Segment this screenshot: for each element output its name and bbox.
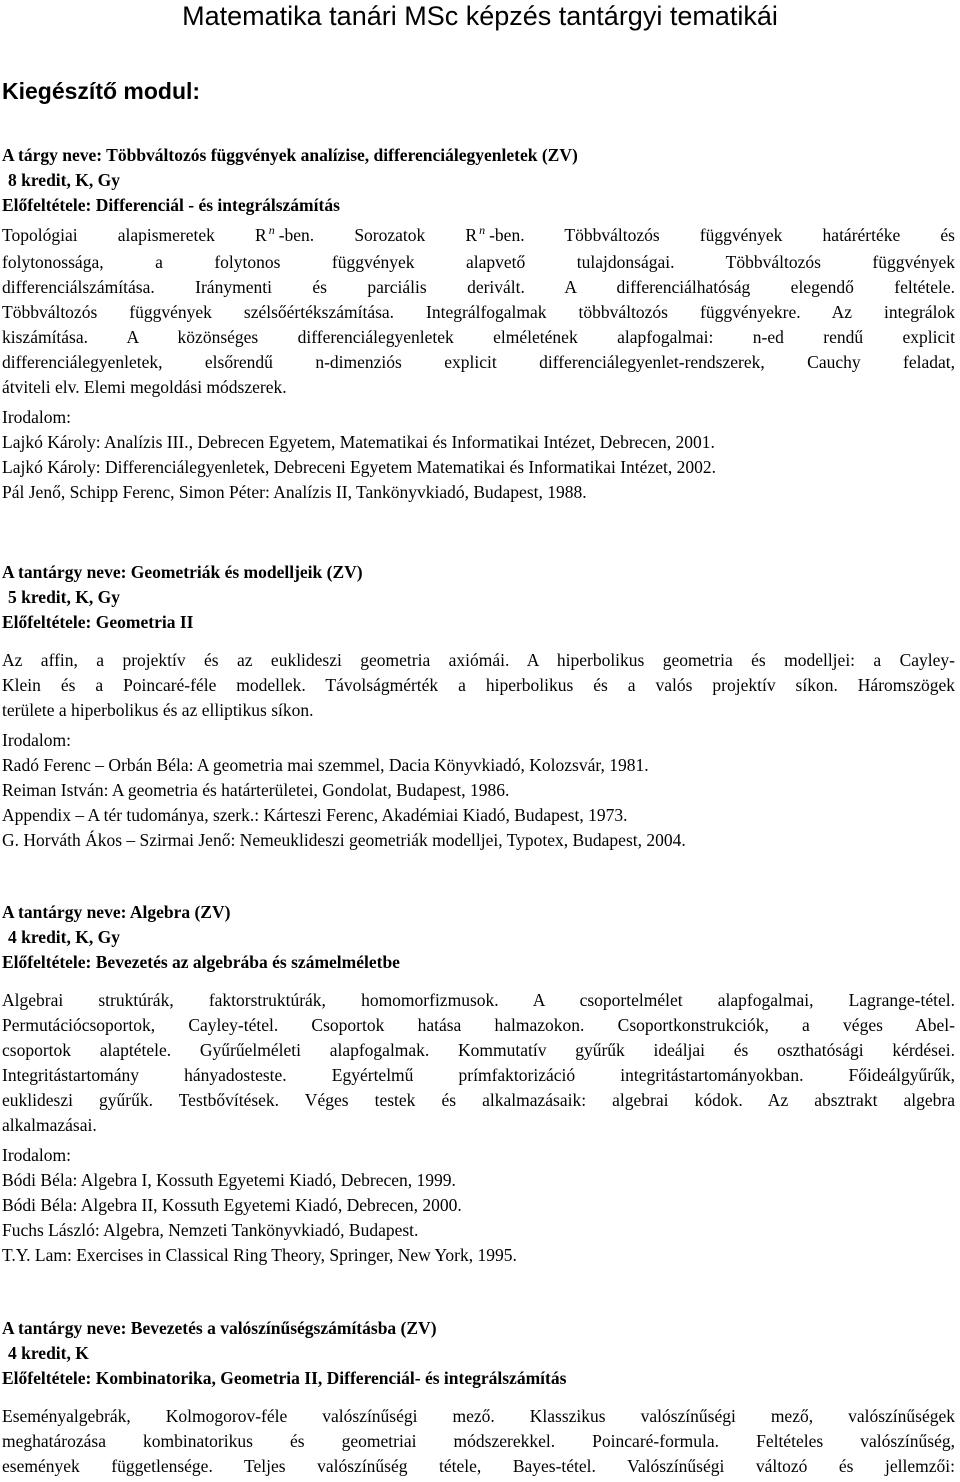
description-line: alkalmazásai. [2, 1115, 97, 1135]
course-section [2, 143, 955, 505]
module-heading: Kiegészítő modul: [2, 78, 201, 104]
description-line: átviteli elv. Elemi megoldási módszerek. [2, 377, 287, 397]
description-line: Permutációcsoportok, Cayley-tétel. Csoportok hatása halmazokon. Csoportkonstrukciók, a véges Abel- [2, 1015, 955, 1035]
literature-item: Bódi Béla: Algebra II, Kossuth Egyetemi Kiadó, Debrecen, 2000. [2, 1195, 462, 1215]
literature-item: Appendix – A tér tudománya, szerk.: Kárteszi Ferenc, Akadémiai Kiadó, Budapest, 1973. [2, 805, 628, 825]
course-description [2, 1404, 955, 1479]
course-header [2, 143, 955, 218]
description-line: folytonossága, a folytonos függvények alapvető tulajdonságai. Többváltozós függvények [2, 252, 955, 272]
course-name: A tantárgy neve: Algebra (ZV) [2, 902, 231, 922]
description-line: területe a hiperbolikus és az elliptikus síkon. [2, 700, 314, 720]
description-line: Az affin, a projektív és az euklideszi geometria axiómái. A hiperbolikus geometria és modelljei: a Cayley- [2, 650, 955, 670]
course-description [2, 988, 955, 1138]
course-prerequisite: Előfeltétele: Bevezetés az algebrába és számelméletbe [2, 952, 400, 972]
description-line: Algebrai struktúrák, faktorstruktúrák, homomorfizmusok. A csoportelmélet alapfogalmai, Lagrange-tétel. [2, 990, 955, 1010]
course-prerequisite: Előfeltétele: Differenciál - és integrálszámítás [2, 195, 340, 215]
course-section [2, 1316, 955, 1479]
description-line: differenciálszámítása. Iránymenti és parciális derivált. A differenciálhatóság elegendő feltétele. [2, 277, 955, 297]
course-header [2, 1316, 955, 1391]
course-credits: 5 kredit, K, Gy [8, 587, 120, 607]
literature-item: T.Y. Lam: Exercises in Classical Ring Theory, Springer, New York, 1995. [2, 1245, 517, 1265]
description-line: differenciálegyenletek, elsőrendű n-dimenziós explicit differenciálegyenlet-rendszerek, Cauchy feladat, [2, 352, 955, 372]
literature-item: G. Horváth Ákos – Szirmai Jenő: Nemeuklideszi geometriák modelljei, Typotex, Budapest, 2004. [2, 830, 686, 850]
literature-label: Irodalom: [2, 1145, 72, 1165]
literature-item: Lajkó Károly: Analízis III., Debrecen Egyetem, Matematikai és Informatikai Intézet, Debrecen, 2001. [2, 432, 715, 452]
course-credits: 4 kredit, K [8, 1343, 89, 1363]
description-line: Eseményalgebrák, Kolmogorov-féle valószínűségi mező. Klasszikus valószínűségi mező, valószínűségek [2, 1406, 955, 1426]
course-credits: 4 kredit, K, Gy [8, 927, 120, 947]
description-line: euklideszi gyűrűk. Testbővítések. Véges testek és alkalmazásaik: algebrai kódok. Az absztrakt algebra [2, 1090, 955, 1110]
course-name: A tantárgy neve: Geometriák és modelljeik (ZV) [2, 562, 363, 582]
description-text: -ben. Sorozatok R [278, 225, 478, 245]
description-text: Topológiai alapismeretek R [2, 225, 267, 245]
description-line: meghatározása kombinatorikus és geometriai módszerekkel. Poincaré-formula. Feltételes valószínűség, [2, 1431, 955, 1451]
literature-item: Fuchs László: Algebra, Nemzeti Tankönyvkiadó, Budapest. [2, 1220, 419, 1240]
literature-item: Pál Jenő, Schipp Ferenc, Simon Péter: Analízis II, Tankönyvkiadó, Budapest, 1988. [2, 482, 587, 502]
description-line: csoportok alaptétele. Gyűrűelméleti alapfogalmak. Kommutatív gyűrűk ideáljai és oszthatósági kérdései. [2, 1040, 955, 1060]
course-header [2, 560, 955, 635]
literature-label: Irodalom: [2, 407, 72, 427]
description-line: Integritástartomány hányadosteste. Egyértelmű prímfaktorizáció integritástartományokban. Főideálgyűrűk, [2, 1065, 955, 1085]
course-description [2, 648, 955, 723]
literature-list [2, 430, 955, 505]
literature-list [2, 1168, 955, 1268]
description-text: -ben. Többváltozós függvények határértéke és [489, 225, 955, 245]
literature-item: Radó Ferenc – Orbán Béla: A geometria mai szemmel, Dacia Könyvkiadó, Kolozsvár, 1981. [2, 755, 649, 775]
description-line: Többváltozós függvények szélsőértékszámítása. Integrálfogalmak többváltozós függvényekre. Az integrálok [2, 302, 955, 322]
course-prerequisite: Előfeltétele: Kombinatorika, Geometria II, Differenciál- és integrálszámítás [2, 1368, 567, 1388]
literature-item: Lajkó Károly: Differenciálegyenletek, Debreceni Egyetem Matematikai és Informatikai Intézet, 2002. [2, 457, 716, 477]
course-name: A tantárgy neve: Bevezetés a valószínűségszámításba (ZV) [2, 1318, 437, 1338]
description-line: események függetlensége. Teljes valószínűség tétele, Bayes-tétel. Valószínűségi változó és jellemzői: [2, 1456, 955, 1476]
literature-item: Bódi Béla: Algebra I, Kossuth Egyetemi Kiadó, Debrecen, 1999. [2, 1170, 456, 1190]
course-section [2, 900, 955, 1268]
superscript-n: n [479, 223, 486, 237]
course-prerequisite: Előfeltétele: Geometria II [2, 612, 194, 632]
description-line [2, 223, 955, 250]
course-name: A tárgy neve: Többváltozós függvények analízise, differenciálegyenletek (ZV) [2, 145, 578, 165]
superscript-n: n [268, 223, 275, 237]
description-line: Klein és a Poincaré-féle modellek. Távolságmérték a hiperbolikus és a valós projektív síkon. Háromszögek [2, 675, 955, 695]
literature-list [2, 753, 955, 853]
literature-label: Irodalom: [2, 730, 72, 750]
literature-item: Reiman István: A geometria és határterületei, Gondolat, Budapest, 1986. [2, 780, 510, 800]
page-title: Matematika tanári MSc képzés tantárgyi tematikái [182, 1, 778, 31]
description-line: kiszámítása. A közönséges differenciálegyenletek elméletének alapfogalmai: n-ed rendű explicit [2, 327, 955, 347]
course-header [2, 900, 955, 975]
course-credits: 8 kredit, K, Gy [8, 170, 120, 190]
course-section [2, 560, 955, 853]
course-description [2, 223, 955, 400]
